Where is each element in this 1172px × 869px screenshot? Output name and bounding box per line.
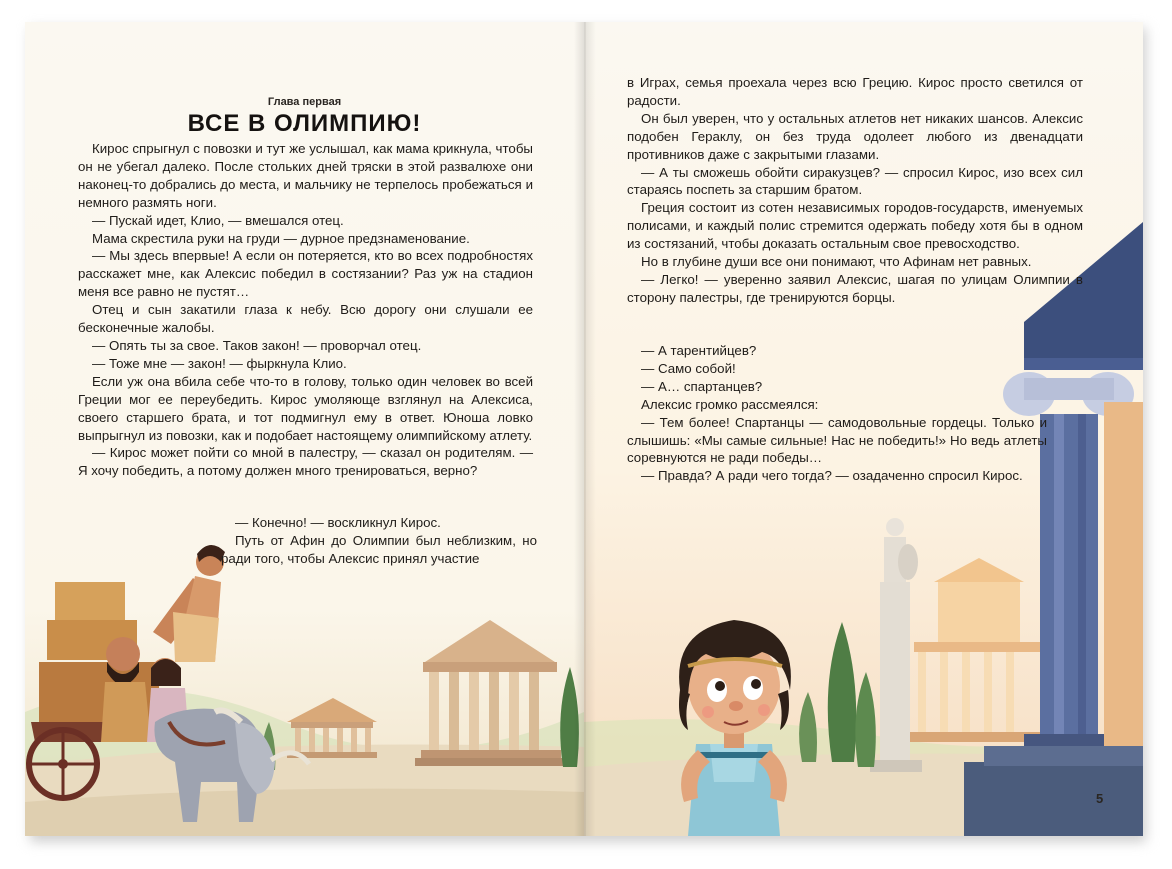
paragraph: в Играх, семья проехала через всю Грецию. Кирос просто светился от радости.	[627, 75, 1083, 108]
right-page-text	[627, 74, 1083, 307]
paragraph: — Тоже мне — закон! — фыркнула Клио.	[92, 355, 347, 371]
paragraph: Мама скрестила руки на груди — дурное предзнаменование.	[92, 230, 470, 246]
paragraph: Отец и сын закатили глаза к небу. Всю дорогу они слушали ее бесконечные жалобы.	[78, 302, 533, 336]
paragraph: — Само собой!	[641, 360, 736, 376]
paragraph: — А… спартанцев?	[641, 378, 763, 394]
paragraph: Кирос спрыгнул с повозки и тут же услышал, как мама крикнула, чтобы он не убегал далеко. После стольких дней тряски в этой развалюхе они наконец-то добрались до места, и мальчику не терпелось пробежаться и немного размять ноги.	[78, 141, 533, 210]
paragraph: Но в глубине души все они понимают, что Афинам нет равных.	[641, 254, 1032, 270]
paragraph: Если уж она вбила себе что-то в голову, только один человек во всей Греции мог ее переубедить. Кирос умоляюще взглянул на Алексиса, своего старшего брата, и тот подмигнул ему в ответ. Юноша ловко выпрыгнул из повозки, как и подобает настоящему олимпийскому атлету.	[78, 373, 533, 443]
paragraph: — Опять ты за свое. Таков закон! — проворчал отец.	[92, 337, 422, 353]
left-page-text	[78, 140, 533, 480]
page-number: 5	[1096, 791, 1104, 806]
paragraph: — Мы здесь впервые! А если он потеряется, кто во всех подробностях расскажет мне, как Алексис победил в состязании? Раз уж на стадион меня все равно не пустят…	[78, 248, 533, 300]
paragraph: Путь от Афин до Олимпии был неблизким, но ради того, чтобы Алексис принял участие	[221, 532, 537, 566]
paragraph: — Тем более! Спартанцы — самодовольные гордецы. Только и слышишь: «Мы самые сильные! Нас не победить!» Но ведь атлеты соревнуются не ради победы…	[627, 414, 1047, 466]
paragraph: Он был уверен, что у остальных атлетов нет никаких шансов. Алексис подобен Гераклу, он без труда одолеет любого из двенадцати противников даже с закрытыми глазами.	[627, 110, 1083, 162]
paragraph: — А тарентийцев?	[641, 343, 757, 358]
right-page-text-dialogue	[627, 342, 1047, 485]
chapter-label: Глава первая	[267, 96, 342, 108]
right-page	[584, 22, 1143, 836]
paragraph: Алексис громко рассмеялся:	[641, 396, 819, 412]
left-page-text-inset	[221, 514, 537, 568]
paragraph: — Легко! — уверенно заявил Алексис, шагая по улицам Олимпии в сторону палестры, где тренируются борцы.	[627, 271, 1083, 305]
paragraph: Греция состоит из сотен независимых городов-государств, именуемых полисами, и каждый полис стремится одержать победу хотя бы в одном из состязаний, чтобы доказать остальным свое превосходство.	[627, 200, 1083, 252]
paragraph: — Конечно! — воскликнул Кирос.	[235, 515, 441, 530]
paragraph: — Кирос может пойти со мной в палестру, — сказал он родителям. — Я хочу победить, а потому должен много тренироваться, верно?	[78, 445, 533, 479]
paragraph: — Правда? А ради чего тогда? — озадаченно спросил Кирос.	[641, 468, 1023, 484]
paragraph: — Пускай идет, Клио, — вмешался отец.	[92, 212, 344, 228]
paragraph: — А ты сможешь обойти сиракузцев? — спросил Кирос, изо всех сил стараясь поспеть за старшим братом.	[627, 164, 1083, 198]
left-page	[25, 22, 584, 836]
book-gutter	[574, 22, 596, 836]
chapter-title: ВСЕ В ОЛИМПИЮ!	[187, 110, 422, 137]
